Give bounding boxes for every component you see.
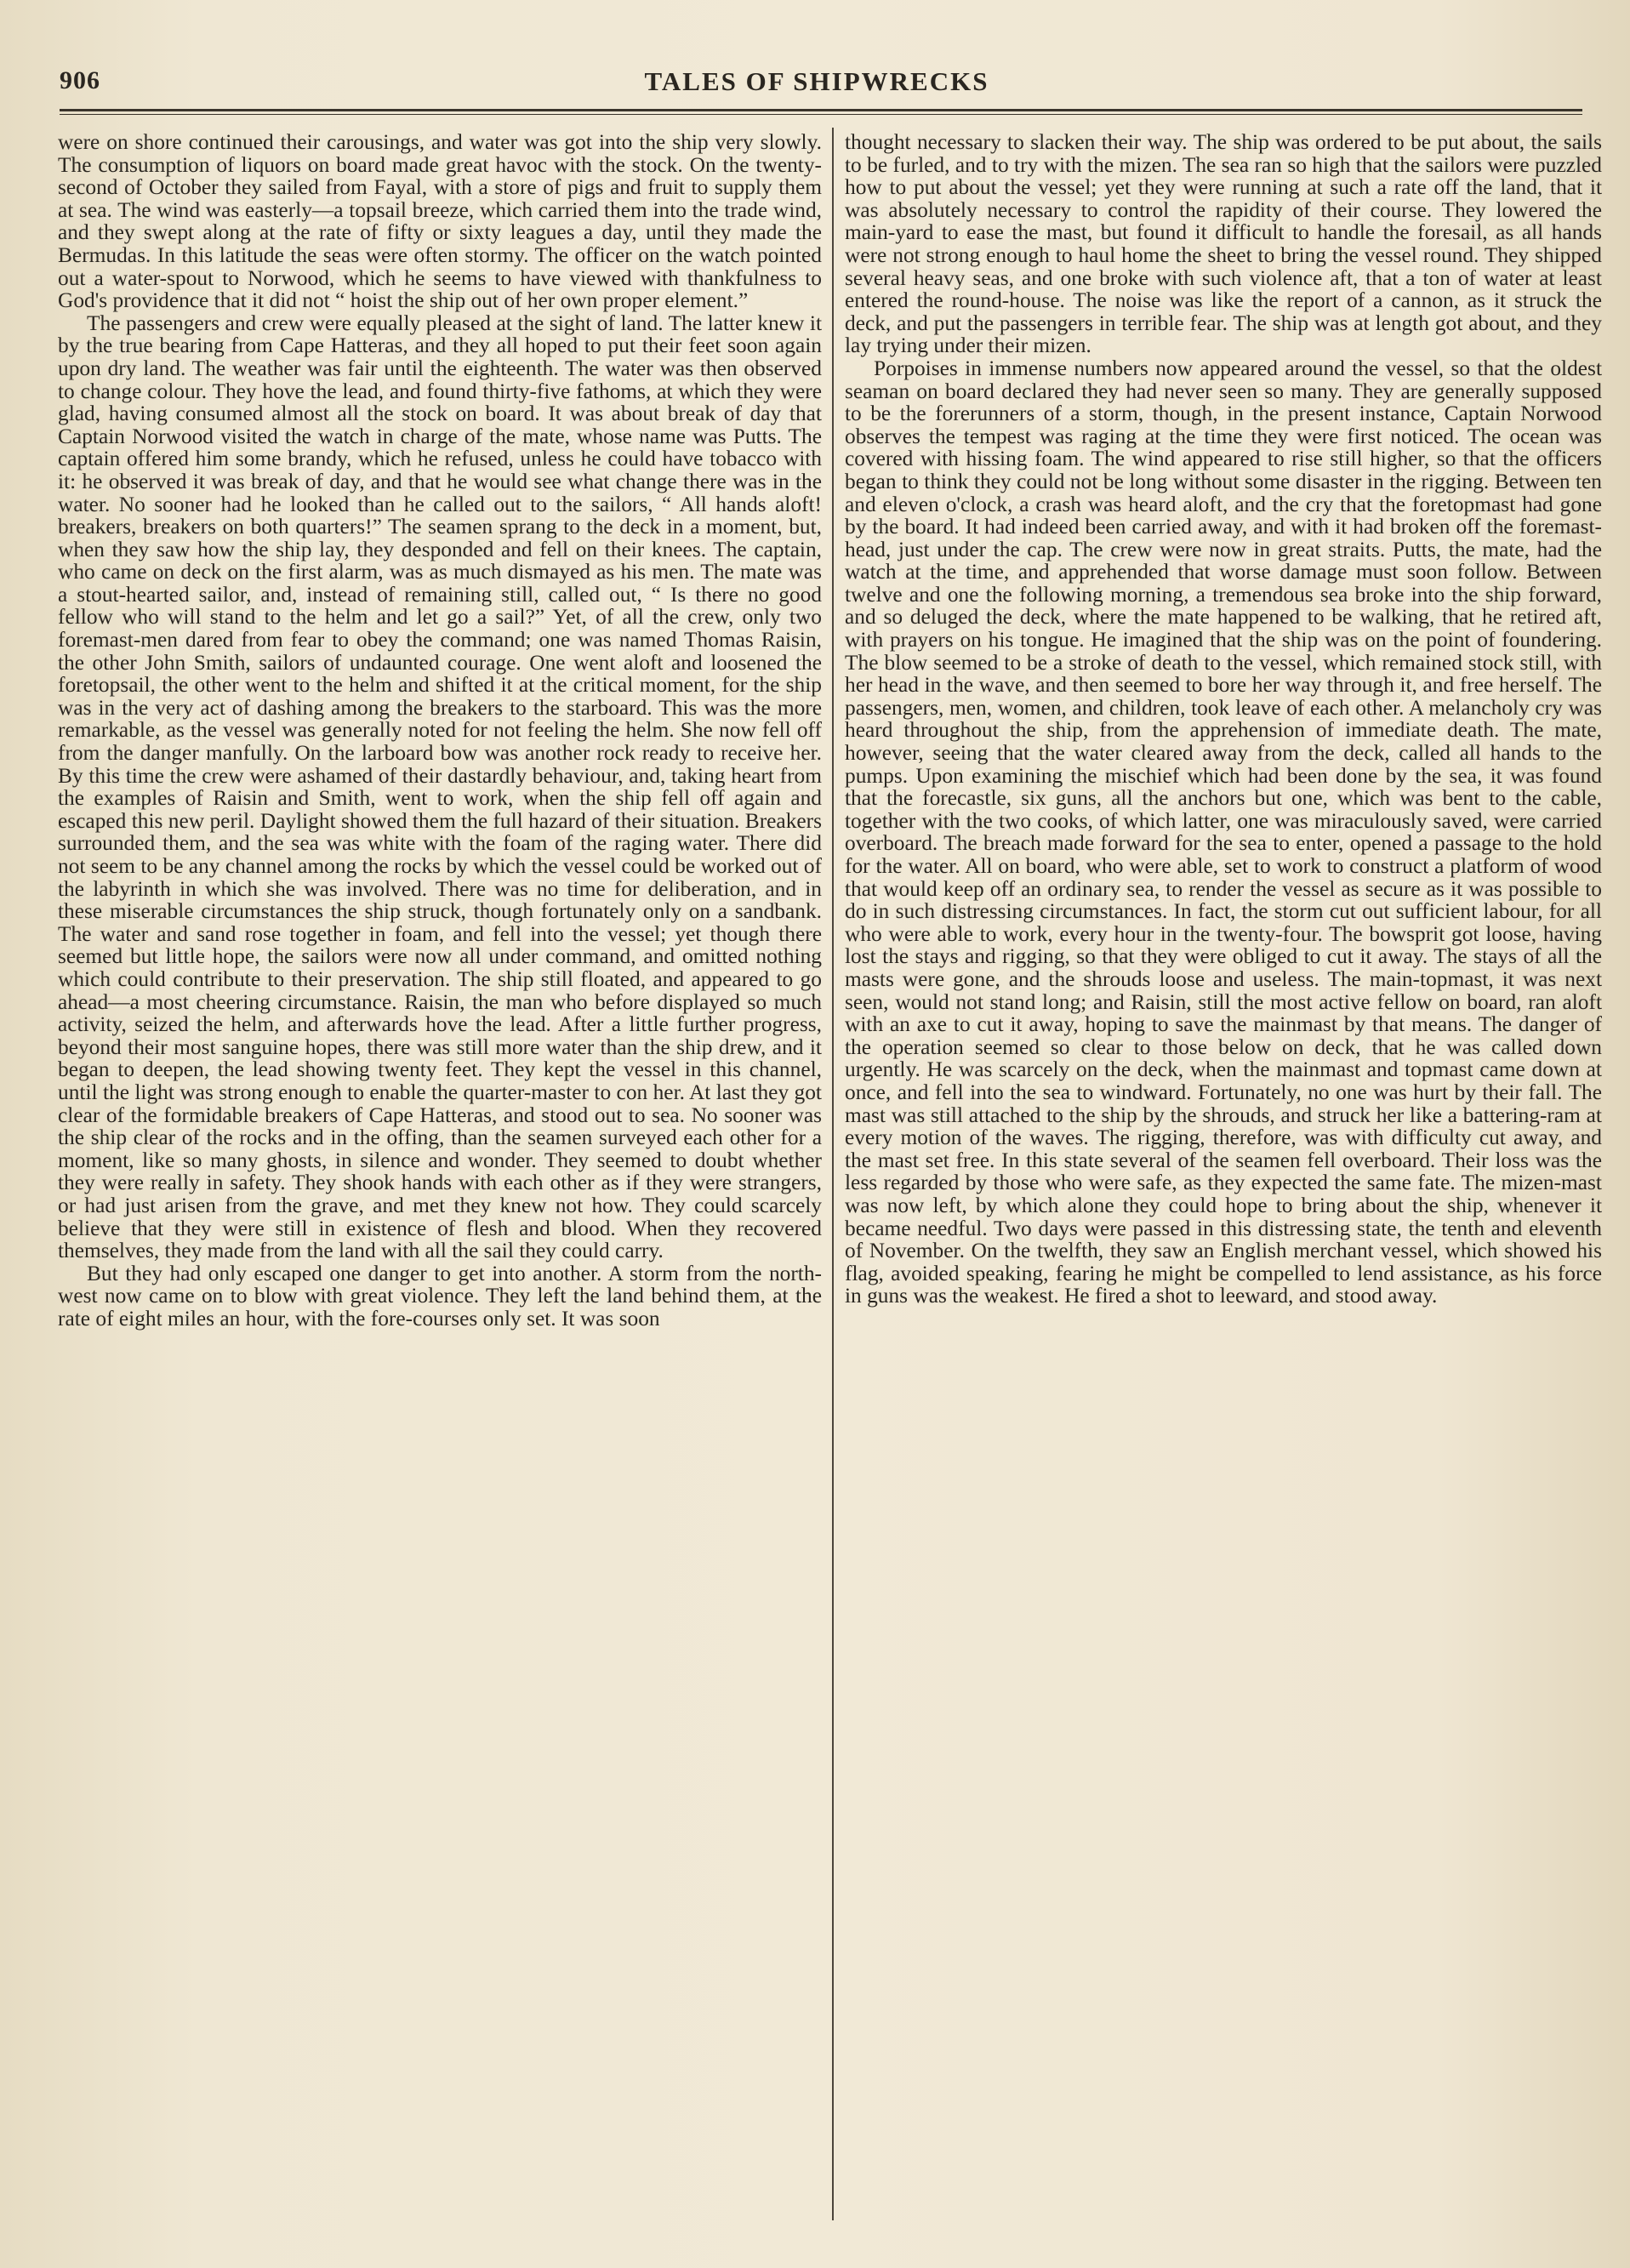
header-rule-thin xyxy=(60,114,1582,115)
page-header xyxy=(60,66,1574,109)
column-divider xyxy=(832,128,834,2220)
running-title: TALES OF SHIPWRECKS xyxy=(644,66,989,96)
page-number: 906 xyxy=(60,66,100,94)
paragraph: thought necessary to slacken their way. The ship was ordered to be put about, the sails to be furled, and to try with the mizen. The sea ran so high that the sailors were puzzled how to put about the vessel; yet they were running at such a rate off the land, that it was absolutely necessary to control the rapidity of their course. They lowered the main-yard to ease the mast, but found it difficult to handle the foresail, as all hands were not strong enough to haul home the sheet to bring the vessel round. They shipped several heavy seas, and one broke with such violence aft, that a ton of water at least entered the round-house. The noise was like the report of a cannon, as it struck the deck, and put the passengers in terrible fear. The ship was at length got about, and they lay trying under their mizen. xyxy=(845,131,1602,358)
paragraph: But they had only escaped one danger to get into another. A storm from the north-west now came on to blow with great violence. They left the land behind them, at the rate of eight miles an hour, with the fore-courses only set. It was soon xyxy=(58,1261,822,1331)
header-rule xyxy=(60,109,1582,111)
paragraph: were on shore continued their carousings, and water was got into the ship very slowly. The consumption of liquors on board made great havoc with the stock. On the twenty-second of October they sailed from Fayal, with a store of pigs and fruit to supply them at sea. The wind was easterly—a topsail breeze, which carried them into the trade wind, and they swept along at the rate of fifty or sixty leagues a day, until they made the Bermudas. In this latitude the seas were often stormy. The officer on the watch pointed out a water-spout to Norwood, which he seems to have viewed with thankfulness to God's providence that it did not “ hoist the ship out of her own proper element.” xyxy=(58,131,822,313)
paragraph: Porpoises in immense numbers now appeared around the vessel, so that the oldest seaman on board declared they had never seen so many. They are generally supposed to be the forerunners of a storm, though, in the present instance, Captain Norwood observes the tempest was raging at the time they were first noticed. The ocean was covered with hissing foam. The wind appeared to rise still higher, so that the officers began to think they could not be long without some disaster in the rigging. Between ten and eleven o'clock, a crash was heard aloft, and the cry that the foretopmast had gone by the board. It had indeed been carried away, and with it had broken off the foremast-head, just under the cap. The crew were now in great straits. Putts, the mate, had the watch at the time, and apprehended that worse damage must soon follow. Between twelve and one the following morning, a tremendous sea broke into the ship forward, and so deluged the deck, where the mate happened to be walking, that he retired aft, with prayers on his tongue. He imagined that the ship was on the point of foundering. The blow seemed to be a stroke of death to the vessel, which remained stock still, with her head in the wave, and then seemed to bore her way through it, and free herself. The passengers, men, women, and children, took leave of each other. A melancholy cry was heard throughout the ship, from the apprehension of immediate death. The mate, however, seeing that the water cleared away from the deck, called all hands to the pumps. Upon examining the mischief which had been done by the sea, it was found that the forecastle, six guns, all the anchors but one, which was bent to the cable, together with the two cooks, of which latter, one was miraculously saved, were carried overboard. The breach made forward for the sea to enter, opened a passage to the hold for the water. All on board, who were able, set to work to construct a platform of wood that would keep off an ordinary sea, to render the vessel as secure as it was possible to do in such distressing circumstances. In fact, the storm cut out sufficient labour, for all who were able to work, every hour in the twenty-four. The bowsprit got loose, having lost the stays and rigging, so that they were obliged to cut it away. The stays of all the masts were gone, and the shrouds loose and useless. The main-topmast, it was next seen, would not stand long; and Raisin, still the most active fellow on board, ran aloft with an axe to cut it away, hoping to save the mainmast by that means. The danger of the operation seemed so clear to those below on deck, that he was called down urgently. He was scarcely on the deck, when the mainmast and topmast came down at once, and fell into the sea to windward. Fortunately, no one was hurt by their fall. The mast was still attached to the ship by the shrouds, and struck her like a battering-ram at every motion of the waves. The rigging, therefore, was with difficulty cut away, and the mast set free. In this state several of the seamen fell overboard. Their loss was the less regarded by those who were safe, as they expected the same fate. The mizen-mast was now left, by which alone they could hope to bring about the ship, whenever it became needful. Two days were passed in this distressing state, the tenth and eleventh of November. On the twelfth, they saw an English merchant vessel, which showed his flag, avoided speaking, fearing he might be compelled to lend assistance, as his force in guns was the weakest. He fired a shot to leeward, and stood away. xyxy=(845,356,1602,1308)
paragraph: The passengers and crew were equally pleased at the sight of land. The latter knew it by the true bearing from Cape Hatteras, and they all hoped to put their feet soon again upon dry land. The weather was fair until the eighteenth. The water was then observed to change colour. They hove the lead, and found thirty-five fathoms, at which they were glad, having consumed almost all the stock on board. It was about break of day that Captain Norwood visited the watch in charge of the mate, whose name was Putts. The captain offered him some brandy, which he refused, unless he could have tobacco with it: he observed it was break of day, and that he would see what change there was in the water. No sooner had he looked than he called out to the sailors, “ All hands aloft! breakers, breakers on both quarters!” The seamen sprang to the deck in a moment, but, when they saw how the ship lay, they desponded and fell on their knees. The captain, who came on deck on the first alarm, was as much dismayed as his men. The mate was a stout-hearted sailor, and, instead of remaining still, called out, “ Is there no good fellow who will stand to the helm and let go a sail?” Yet, of all the crew, only two foremast-men dared from fear to obey the command; one was named Thomas Raisin, the other John Smith, sailors of undaunted courage. One went aloft and loosened the foretopsail, the other went to the helm and shifted it at the critical moment, for the ship was in the very act of dashing among the breakers to the starboard. This was the more remarkable, as the vessel was generally noted for not feeling the helm. She now fell off from the danger manfully. On the larboard bow was another rock ready to receive her. By this time the crew were ashamed of their dastardly behaviour, and, taking heart from the examples of Raisin and Smith, went to work, when the ship fell off again and escaped this new peril. Daylight showed them the full hazard of their situation. Breakers surrounded them, and the sea was white with the foam of the raging water. There did not seem to be any channel among the rocks by which the vessel could be worked out of the labyrinth in which she was involved. There was no time for deliberation, and in these miserable circumstances the ship struck, though fortunately only on a sandbank. The water and sand rose together in foam, and fell into the vessel; yet though there seemed but little hope, the sailors were now all under command, and omitted nothing which could contribute to their preservation. The ship still floated, and appeared to go ahead—a most cheering circumstance. Raisin, the man who before displayed so much activity, seized the helm, and afterwards hove the lead. After a little further progress, beyond their most sanguine hopes, there was still more water than the ship drew, and it began to deepen, the lead showing twenty feet. They kept the vessel in this channel, until the light was strong enough to enable the quarter-master to con her. At last they got clear of the formidable breakers of Cape Hatteras, and stood out to sea. No sooner was the ship clear of the rocks and in the offing, than the seamen surveyed each other for a moment, like so many ghosts, in silence and wonder. They seemed to doubt whether they were really in safety. They shook hands with each other as if they were strangers, or had just arisen from the grave, and met they knew not how. They could scarcely believe that they were still in existence of flesh and blood. When they recovered themselves, they made from the land with all the sail they could carry. xyxy=(58,311,822,1263)
left-column xyxy=(58,131,822,2215)
right-column xyxy=(845,131,1602,2215)
